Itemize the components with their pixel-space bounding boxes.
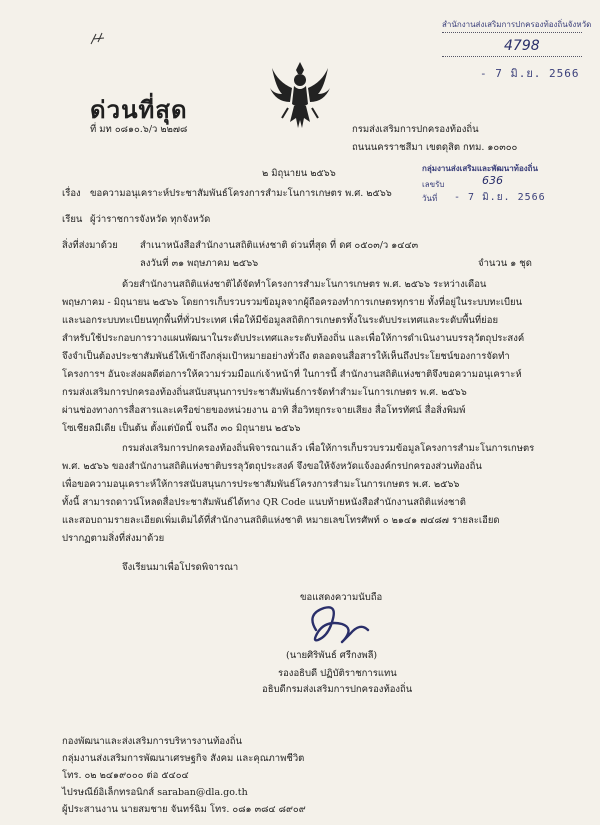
regards: ขอแสดงความนับถือ <box>300 592 383 603</box>
paragraph-line: พฤษภาคม - มิถุนายน ๒๕๖๖ โดยการเก็บรวบรวมข้อมูลจากผู้ถือครองทำการเกษตรทุกราย ทั้งที่อยู่ในระบบทะเบียน <box>62 297 523 308</box>
receiving-stamp-mid <box>420 162 572 202</box>
sender-line-2: ถนนนครราชสีมา เขตดุสิต กทม. ๑๐๓๐๐ <box>352 142 518 153</box>
paragraph-line: โครงการฯ อันจะส่งผลดีต่อการให้ความร่วมมือแก่เจ้าหน้าที่ ในการนี้ สำนักงานสถิติแห่งชาติจึงขอความอนุเคราะห์ <box>62 369 522 380</box>
attachment-line-2: ลงวันที่ ๓๑ พฤษภาคม ๒๕๖๖ <box>140 258 259 269</box>
body-paragraph-1 <box>62 276 562 438</box>
document-number: ที่ มท ๐๘๑๐.๖/ว ๒๒๗๘ <box>90 124 188 135</box>
stamp-top-number: 4798 <box>504 38 540 54</box>
stamp-mid-date-label: วันที่ <box>422 194 438 203</box>
paragraph-line: โซเชียลมีเดีย เป็นต้น ตั้งแต่บัดนี้ จนถึง ๓๐ มิถุนายน ๒๕๖๖ <box>62 423 301 434</box>
footer-line: ไปรษณีย์อิเล็กทรอนิกส์ saraban@dla.go.th <box>62 787 248 798</box>
stamp-top-date: - 7 มิ.ย. 2566 <box>480 67 580 80</box>
body-paragraph-2 <box>62 440 562 548</box>
document-date: ๒ มิถุนายน ๒๕๖๖ <box>262 168 336 179</box>
urgency-heading: ด่วนที่สุด <box>90 95 188 124</box>
paragraph-line: ผ่านช่องทางการสื่อสารและเครือข่ายของหน่วยงาน อาทิ สื่อวิทยุกระจายเสียง สื่อโทรทัศน์ สื่อสิ่งพิมพ์ <box>62 405 466 416</box>
handwritten-mark <box>88 30 108 48</box>
signer-title-2: อธิบดีกรมส่งเสริมการปกครองท้องถิ่น <box>262 684 413 695</box>
to-text: ผู้ว่าราชการจังหวัด ทุกจังหวัด <box>90 214 211 225</box>
signer-title-1: รองอธิบดี ปฏิบัติราชการแทน <box>278 668 397 679</box>
footer-line: กองพัฒนาและส่งเสริมการบริหารงานท้องถิ่น <box>62 736 243 747</box>
subject-label: เรื่อง <box>62 188 81 199</box>
stamp-mid-org: กลุ่มงานส่งเสริมและพัฒนาท้องถิ่น <box>422 164 538 173</box>
attachment-count: จำนวน ๑ ชุด <box>478 258 532 269</box>
paragraph-line: พ.ศ. ๒๕๖๖ ของสำนักงานสถิติแห่งชาติบรรลุวัตถุประสงค์ จึงขอให้จังหวัดแจ้งองค์กรปกครองส่วนท้องถิ่น <box>62 461 482 472</box>
footer-line: โทร. ๐๒ ๒๔๑๙๐๐๐ ต่อ ๕๔๐๔ <box>62 770 189 781</box>
receiving-stamp-top <box>434 12 594 82</box>
paragraph-line: เพื่อขอความอนุเคราะห์ให้การสนับสนุนการประชาสัมพันธ์โครงการสำมะโนการเกษตร พ.ศ. ๒๕๖๖ <box>62 479 460 490</box>
paragraph-line: กรมส่งเสริมการปกครองท้องถิ่นสนับสนุนการประชาสัมพันธ์การจัดทำสำมะโนการเกษตร พ.ศ. ๒๕๖๖ <box>62 387 467 398</box>
attachment-line-1: สำเนาหนังสือสำนักงานสถิติแห่งชาติ ด่วนที่สุด ที่ ดศ ๐๕๐๓/ว ๑๔๔๓ <box>140 240 419 251</box>
closing-request: จึงเรียนมาเพื่อโปรดพิจารณา <box>122 562 239 573</box>
signature <box>302 600 392 650</box>
garuda-emblem-icon <box>268 58 332 134</box>
stamp-mid-date-value: - 7 มิ.ย. 2566 <box>454 192 546 203</box>
stamp-mid-recv-value: 636 <box>482 174 503 187</box>
paragraph-line: กรมส่งเสริมการปกครองท้องถิ่นพิจารณาแล้ว เพื่อให้การเก็บรวบรวมข้อมูลโครงการสำมะโนการเกษตร <box>122 443 535 454</box>
footer-line: กลุ่มงานส่งเสริมการพัฒนาเศรษฐกิจ สังคม และคุณภาพชีวิต <box>62 753 305 764</box>
paragraph-line: สำหรับใช้ประกอบการวางแผนพัฒนาในระดับประเทศและระดับท้องถิ่น และเพื่อให้การดำเนินงานบรรลุวัตถุประสงค์ <box>62 333 525 344</box>
paragraph-line: และนอกระบบทะเบียนทุกพื้นที่ทั่วประเทศ เพื่อให้มีข้อมูลสถิติการเกษตรทั้งในระดับประเทศและระดับพื้นที่ย่อย <box>62 315 499 326</box>
paragraph-line: และสอบถามรายละเอียดเพิ่มเติมได้ที่สำนักงานสถิติแห่งชาติ หมายเลขโทรศัพท์ ๐ ๒๑๔๑ ๗๔๘๗ รายละเอียด <box>62 515 500 526</box>
paragraph-line: ปรากฏตามสิ่งที่ส่งมาด้วย <box>62 533 165 544</box>
stamp-top-org: สำนักงานส่งเสริมการปกครองท้องถิ่นจังหวัด <box>442 20 592 29</box>
stamp-mid-recv-label: เลขรับ <box>422 180 445 189</box>
attachment-label: สิ่งที่ส่งมาด้วย <box>62 240 118 251</box>
footer-line: ผู้ประสานงาน นายสมชาย จันทร์ฉิม โทร. ๐๘๑ ๓๘๔ ๘๙๐๙ <box>62 804 306 815</box>
paragraph-line: ทั้งนี้ สามารถดาวน์โหลดสื่อประชาสัมพันธ์ได้ทาง QR Code แนบท้ายหนังสือสำนักงานสถิติแห่งชาติ <box>62 497 466 508</box>
paragraph-line: จึงจำเป็นต้องประชาสัมพันธ์ให้เข้าถึงกลุ่มเป้าหมายอย่างทั่วถึง ตลอดจนสื่อสารให้เห็นถึงประโยชน์ของการจัดทำ <box>62 351 510 362</box>
paragraph-line: ด้วยสำนักงานสถิติแห่งชาติได้จัดทำโครงการสำมะโนการเกษตร พ.ศ. ๒๕๖๖ ระหว่างเดือน <box>122 279 487 290</box>
signer-name: (นายศิริพันธ์ ศรีกงพลี) <box>286 650 378 661</box>
subject-text: ขอความอนุเคราะห์ประชาสัมพันธ์โครงการสำมะโนการเกษตร พ.ศ. ๒๕๖๖ <box>90 188 392 199</box>
to-label: เรียน <box>62 214 83 225</box>
sender-line-1: กรมส่งเสริมการปกครองท้องถิ่น <box>352 124 479 135</box>
